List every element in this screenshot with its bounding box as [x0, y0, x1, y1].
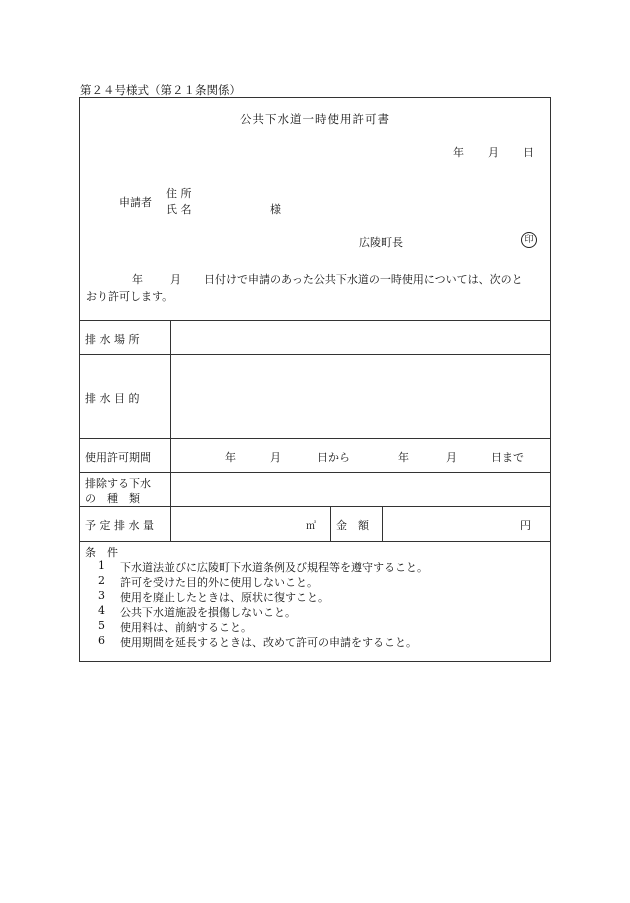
date-year: 年	[453, 146, 464, 159]
body-year: 年	[132, 273, 143, 286]
document-title: 公共下水道一時使用許可書	[240, 112, 390, 126]
amount-label: 金 額	[336, 519, 369, 532]
period-until: 日まで	[491, 451, 524, 464]
name-label: 氏 名	[166, 203, 192, 216]
condition-number: 5	[98, 619, 105, 632]
form-number: 第２４号様式（第２１条関係）	[80, 83, 241, 97]
volume-unit: ㎥	[306, 521, 316, 532]
condition-number: 6	[98, 634, 105, 647]
condition-number: 3	[98, 589, 105, 602]
condition-number: 1	[98, 559, 105, 572]
condition-number: 4	[98, 604, 105, 617]
conditions-heading: 条 件	[85, 546, 118, 559]
condition-number: 2	[98, 574, 105, 587]
period-month-1: 月	[270, 451, 281, 464]
discharge-place-label: 排 水 場 所	[85, 333, 140, 346]
condition-text: 使用料は、前納すること。	[120, 621, 252, 634]
discharge-purpose-label: 排 水 目 的	[85, 392, 140, 405]
condition-text: 使用期間を延長するときは、改めて許可の申請をすること。	[120, 636, 417, 649]
period-year-1: 年	[225, 451, 236, 464]
issuer-name: 広陵町長	[359, 236, 403, 249]
address-label: 住 所	[166, 187, 192, 200]
seal-mark: 印	[521, 232, 537, 248]
amount-unit: 円	[520, 519, 531, 532]
period-year-2: 年	[398, 451, 409, 464]
date-day: 日	[523, 146, 534, 159]
condition-text: 許可を受けた目的外に使用しないこと。	[120, 576, 318, 589]
condition-text: 公共下水道施設を損傷しないこと。	[120, 606, 296, 619]
sewage-type-label-1: 排除する下水	[85, 477, 151, 490]
sewage-type-label-2: の 種 類	[85, 492, 140, 505]
body-text-line2: おり許可します。	[86, 290, 174, 303]
period-from: 日から	[317, 451, 350, 464]
condition-text: 使用を廃止したときは、原状に復すこと。	[120, 591, 329, 604]
permit-form	[79, 97, 551, 662]
planned-volume-label: 予 定 排 水 量	[85, 519, 154, 532]
condition-text: 下水道法並びに広陵町下水道条例及び規程等を遵守すること。	[120, 561, 428, 574]
period-month-2: 月	[446, 451, 457, 464]
date-month: 月	[488, 146, 499, 159]
honorific: 様	[270, 203, 281, 216]
applicant-label: 申請者	[119, 196, 152, 209]
period-label: 使用許可期間	[85, 451, 151, 464]
body-text-line1: 日付けで申請のあった公共下水道の一時使用については、次のと	[204, 273, 523, 286]
body-month: 月	[170, 273, 181, 286]
